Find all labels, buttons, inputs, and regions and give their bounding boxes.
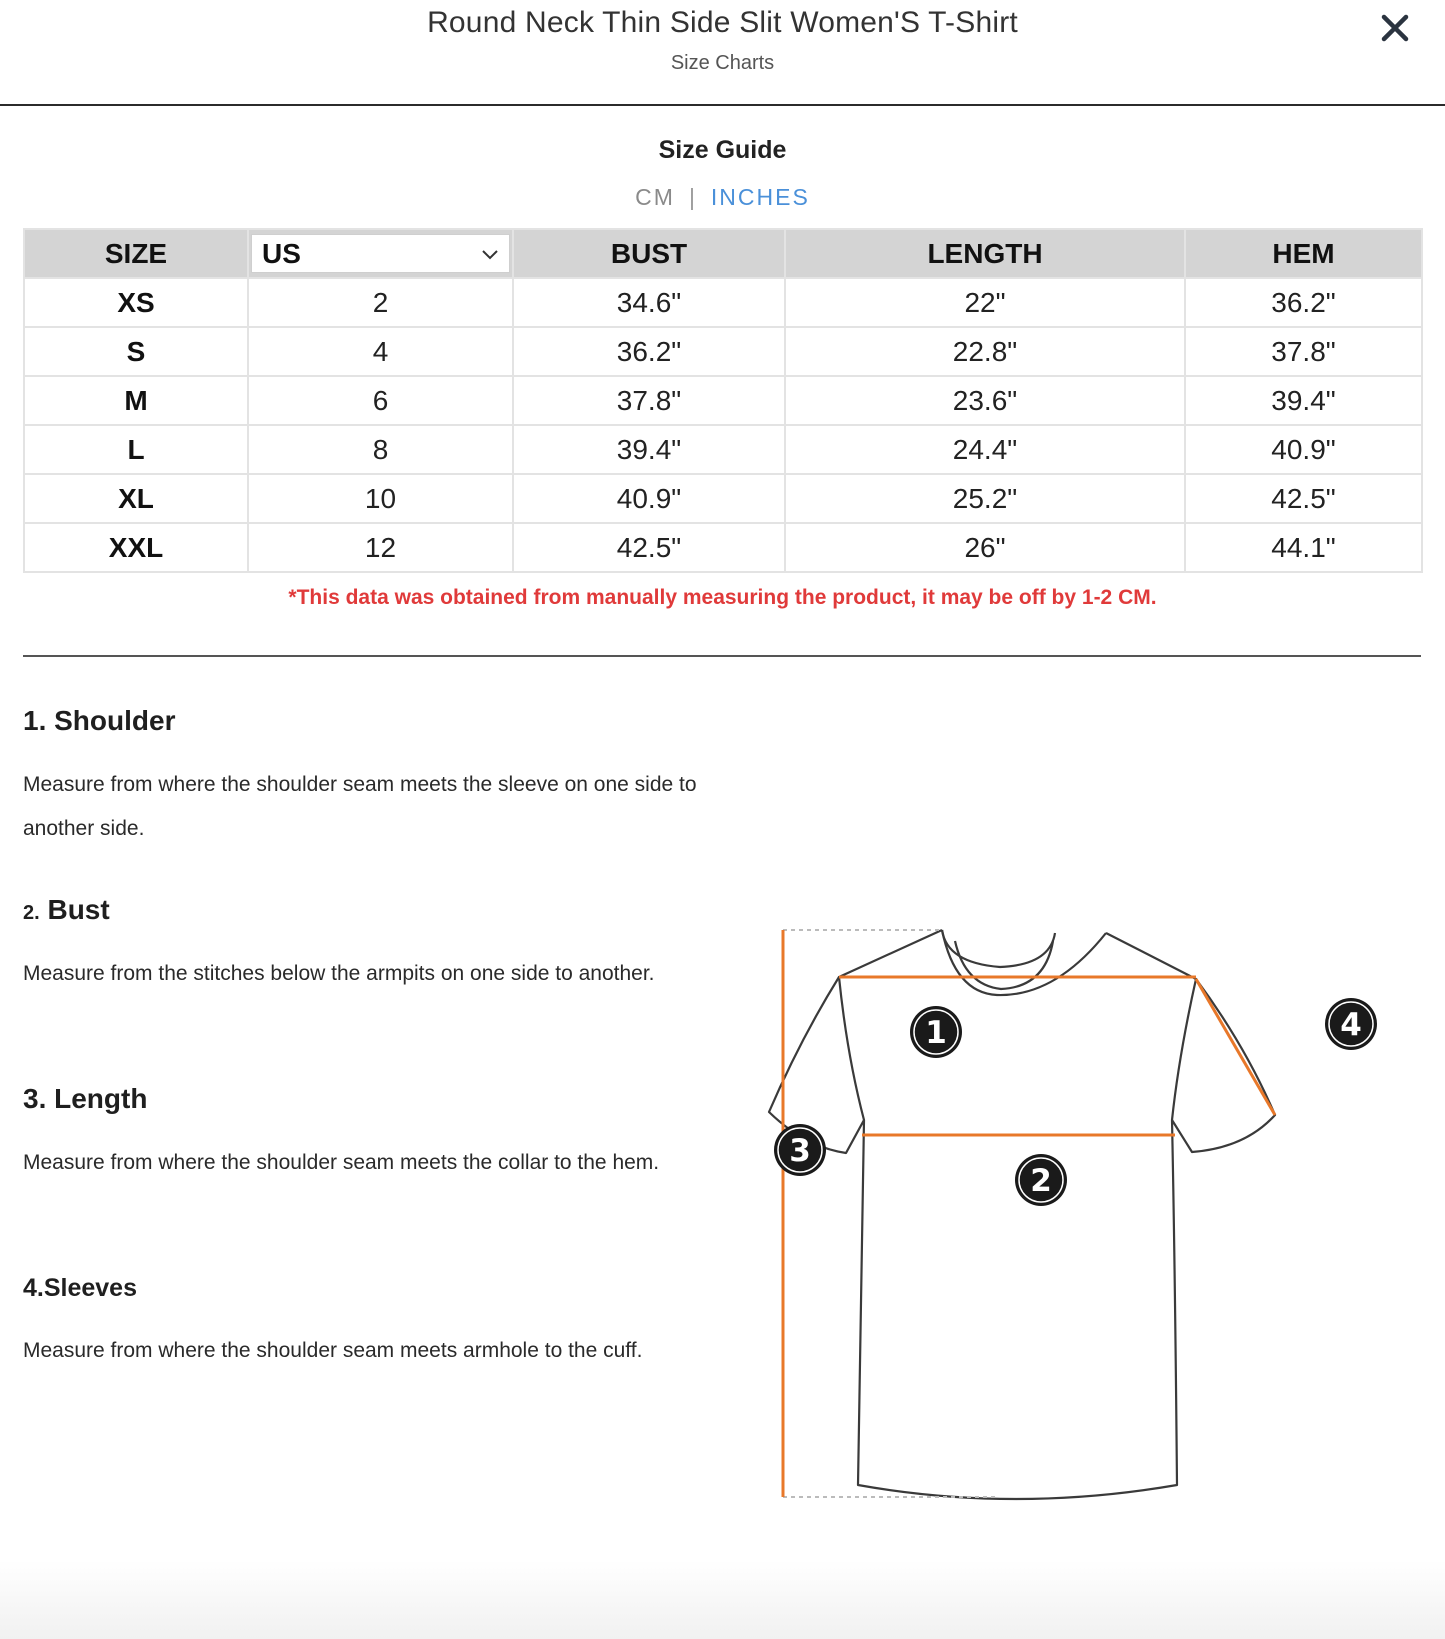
section-divider (23, 655, 1421, 657)
cell-hem: 36.2" (1185, 278, 1422, 327)
cell-us: 8 (248, 425, 513, 474)
cell-hem: 39.4" (1185, 376, 1422, 425)
cell-hem: 44.1" (1185, 523, 1422, 572)
header-length: LENGTH (785, 229, 1185, 278)
table-row (24, 327, 1422, 376)
marker-1-label: 1 (925, 1015, 947, 1051)
close-button[interactable] (1373, 6, 1417, 50)
modal-subtitle: Size Charts (670, 52, 775, 74)
size-table (23, 228, 1423, 573)
cell-hem: 37.8" (1185, 327, 1422, 376)
bust-section (23, 894, 723, 996)
cell-length: 23.6" (785, 376, 1185, 425)
unit-inches-toggle[interactable]: INCHES (710, 184, 810, 210)
header-size: SIZE (24, 229, 248, 278)
header-bust: BUST (513, 229, 785, 278)
region-select[interactable] (251, 234, 510, 273)
header-region (248, 229, 513, 278)
cell-bust: 40.9" (513, 474, 785, 523)
bust-heading (23, 894, 723, 926)
cell-length: 22.8" (785, 327, 1185, 376)
close-icon (1373, 6, 1417, 50)
cell-length: 25.2" (785, 474, 1185, 523)
table-row (24, 425, 1422, 474)
modal-header (0, 0, 1445, 106)
length-section (23, 1083, 723, 1185)
measurement-disclaimer: *This data was obtained from manually measuring the product, it may be off by 1-2 CM. (288, 586, 1157, 609)
unit-separator: | (688, 184, 697, 210)
measure-guides (783, 930, 995, 1497)
sleeves-heading: 4.Sleeves (23, 1274, 137, 1302)
cell-bust: 42.5" (513, 523, 785, 572)
marker-4-label: 4 (1340, 1007, 1362, 1043)
cell-bust: 39.4" (513, 425, 785, 474)
cell-us: 4 (248, 327, 513, 376)
sleeves-text: Measure from where the shoulder seam meets armhole to the cuff. (23, 1339, 643, 1362)
cell-hem: 42.5" (1185, 474, 1422, 523)
cell-length: 22" (785, 278, 1185, 327)
table-row (24, 474, 1422, 523)
length-heading: 3. Length (23, 1083, 148, 1114)
bottom-fade (0, 1560, 1445, 1639)
sleeve-line (1196, 979, 1275, 1115)
tshirt-measurement-diagram (765, 925, 1385, 1515)
cell-size: S (24, 327, 248, 376)
marker-2-label: 2 (1030, 1163, 1052, 1199)
cell-size: L (24, 425, 248, 474)
cell-us: 12 (248, 523, 513, 572)
unit-cm-toggle[interactable]: CM (635, 184, 675, 210)
cell-bust: 34.6" (513, 278, 785, 327)
cell-size: XS (24, 278, 248, 327)
marker-4 (1325, 998, 1377, 1050)
product-title: Round Neck Thin Side Slit Women'S T-Shirt (427, 6, 1018, 39)
length-text: Measure from where the shoulder seam meets the collar to the hem. (23, 1151, 660, 1174)
table-row (24, 278, 1422, 327)
bust-text: Measure from the stitches below the armpits on one side to another. (23, 962, 655, 985)
cell-us: 2 (248, 278, 513, 327)
cell-length: 24.4" (785, 425, 1185, 474)
shoulder-heading: 1. Shoulder (23, 705, 176, 736)
cell-bust: 37.8" (513, 376, 785, 425)
table-header-row (24, 229, 1422, 278)
region-select-value: US (262, 237, 301, 269)
measure-lines (783, 930, 1275, 1497)
marker-2 (1015, 1154, 1067, 1206)
size-guide-title: Size Guide (658, 136, 787, 164)
marker-1 (910, 1006, 962, 1058)
cell-us: 10 (248, 474, 513, 523)
marker-3-label: 3 (789, 1133, 811, 1169)
shoulder-text: Measure from where the shoulder seam meets the sleeve on one side to another side. (23, 773, 697, 840)
unit-switch (0, 184, 1445, 211)
header-hem: HEM (1185, 229, 1422, 278)
cell-length: 26" (785, 523, 1185, 572)
shoulder-section (23, 705, 723, 851)
sleeves-section (23, 1274, 723, 1373)
marker-3 (774, 1124, 826, 1176)
tshirt-outline (769, 930, 1275, 1499)
table-row (24, 376, 1422, 425)
cell-size: XL (24, 474, 248, 523)
cell-us: 6 (248, 376, 513, 425)
cell-bust: 36.2" (513, 327, 785, 376)
cell-hem: 40.9" (1185, 425, 1422, 474)
cell-size: XXL (24, 523, 248, 572)
bust-heading-num: 2. (23, 902, 40, 924)
bust-heading-text: Bust (47, 894, 110, 925)
cell-size: M (24, 376, 248, 425)
table-row (24, 523, 1422, 572)
chevron-down-icon (481, 248, 499, 260)
